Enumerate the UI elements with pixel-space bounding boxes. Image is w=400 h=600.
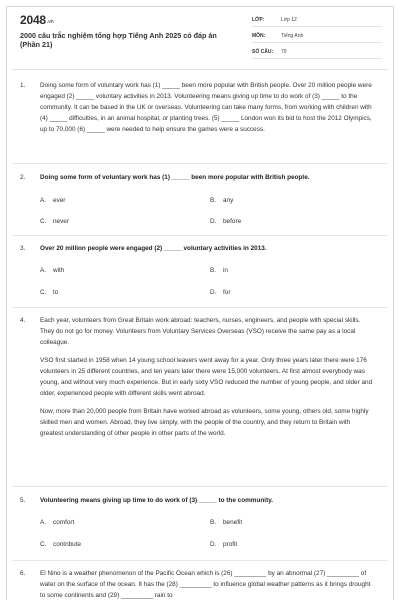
option-b[interactable]: B. in xyxy=(210,267,228,274)
meta-row-count xyxy=(252,46,382,59)
question-5 xyxy=(20,495,374,506)
divider xyxy=(12,235,388,236)
option-b[interactable]: B. benefit xyxy=(210,519,243,526)
option-a[interactable]: A. with xyxy=(40,267,65,274)
document-title: 2000 câu trắc nghiệm tổng hợp Tiếng Anh 2025 có đáp án (Phần 21) xyxy=(20,31,217,50)
option-c[interactable]: C. contribute xyxy=(40,541,82,548)
option-c[interactable]: C. never xyxy=(40,218,69,225)
question-text: El Nino is a weather phenomenon of the Pacific Ocean which is (26) _________ by an abnormal (27) _________ of water on the surface of the ocean. It has the (28) _________ to influence global weather patterns as it brings drought to some continents and (29) _________ rain to xyxy=(40,570,371,599)
question-number: 3. xyxy=(20,245,26,252)
option-a[interactable]: A. comfort xyxy=(40,519,75,526)
passage-paragraph: Now, more than 20,000 people from Britain have worked abroad as volunteers, some young, others old, some highly skilled men and women. Abroad, they live simply, with the people of the country, and they return to Britain with greatest understanding of other people in other parts of the world. xyxy=(40,408,369,437)
meta-key: LỚP: xyxy=(252,16,265,23)
site-logo[interactable]: 2048.vn xyxy=(20,13,54,27)
option-a[interactable]: A. ever xyxy=(40,197,66,204)
question-6 xyxy=(20,568,374,600)
question-3 xyxy=(20,243,374,254)
divider xyxy=(12,486,388,487)
question-number: 4. xyxy=(20,317,26,324)
question-text: Volunteering means giving up time to do work of (3) _____ to the community. xyxy=(40,497,274,504)
meta-value: Tiếng Anh xyxy=(281,32,304,39)
option-c[interactable]: C. to xyxy=(40,289,59,296)
question-1 xyxy=(20,80,374,135)
question-text: Doing some form of voluntary work has (1) _____ been more popular with British people. xyxy=(40,174,310,181)
divider xyxy=(12,307,388,308)
meta-key: SỐ CÂU: xyxy=(252,48,274,55)
question-text: Doing some form of voluntary work has (1) _____ been more popular with British people. Over 20 million people were engaged (2) _____ voluntary activities in 2013. Volunteering means giving up time to do work of (3) _____ to the community. It can be based in the UK or overseas. Volunteering can take many forms, from working with children with (4) _____ difficulties, in an animal hospital, or planting trees. (5) _____ London won its bid to host the 2012 Olympics, up to 70,000 (6) _____ were needed to help ensure the games were a success. xyxy=(40,82,372,133)
meta-row-class xyxy=(252,14,382,27)
question-number: 1. xyxy=(20,82,26,89)
option-d[interactable]: D. before xyxy=(210,218,242,225)
meta-value: 79 xyxy=(281,48,287,55)
divider xyxy=(12,163,388,164)
question-number: 6. xyxy=(20,570,26,577)
option-d[interactable]: D. for xyxy=(210,289,231,296)
divider xyxy=(12,69,388,70)
option-d[interactable]: D. profit xyxy=(210,541,238,548)
passage-paragraph: VSO first started in 1958 when 14 young school leavers went away for a year. Only three years later there were 176 volunteers in 25 different countries, and ten years later there were 15,000 volunteers. At first almost everybody was young, and without very much experience. But in early sixty VSO reduced the number of young people, and older and older, experienced people with different skills went abroad. xyxy=(40,357,373,397)
option-b[interactable]: B. any xyxy=(210,197,234,204)
question-4 xyxy=(20,315,374,446)
question-number: 5. xyxy=(20,497,26,504)
question-text: Over 20 million people were engaged (2) _____ voluntary activities in 2013. xyxy=(40,245,267,252)
meta-table xyxy=(252,14,382,62)
question-number: 2. xyxy=(20,174,26,181)
question-2 xyxy=(20,172,374,183)
meta-value: Lớp 12 xyxy=(281,16,297,23)
passage-paragraph: Each year, volunteers from Great Britain work abroad: teachers, nurses, engineers, and people with special skills. They do not go for money. Volunteers from Voluntary Services Overseas (VSO) receive the same pay as a local colleague. xyxy=(40,317,361,346)
meta-key: MÔN: xyxy=(252,32,266,39)
divider xyxy=(12,560,388,561)
meta-row-subject xyxy=(252,30,382,43)
